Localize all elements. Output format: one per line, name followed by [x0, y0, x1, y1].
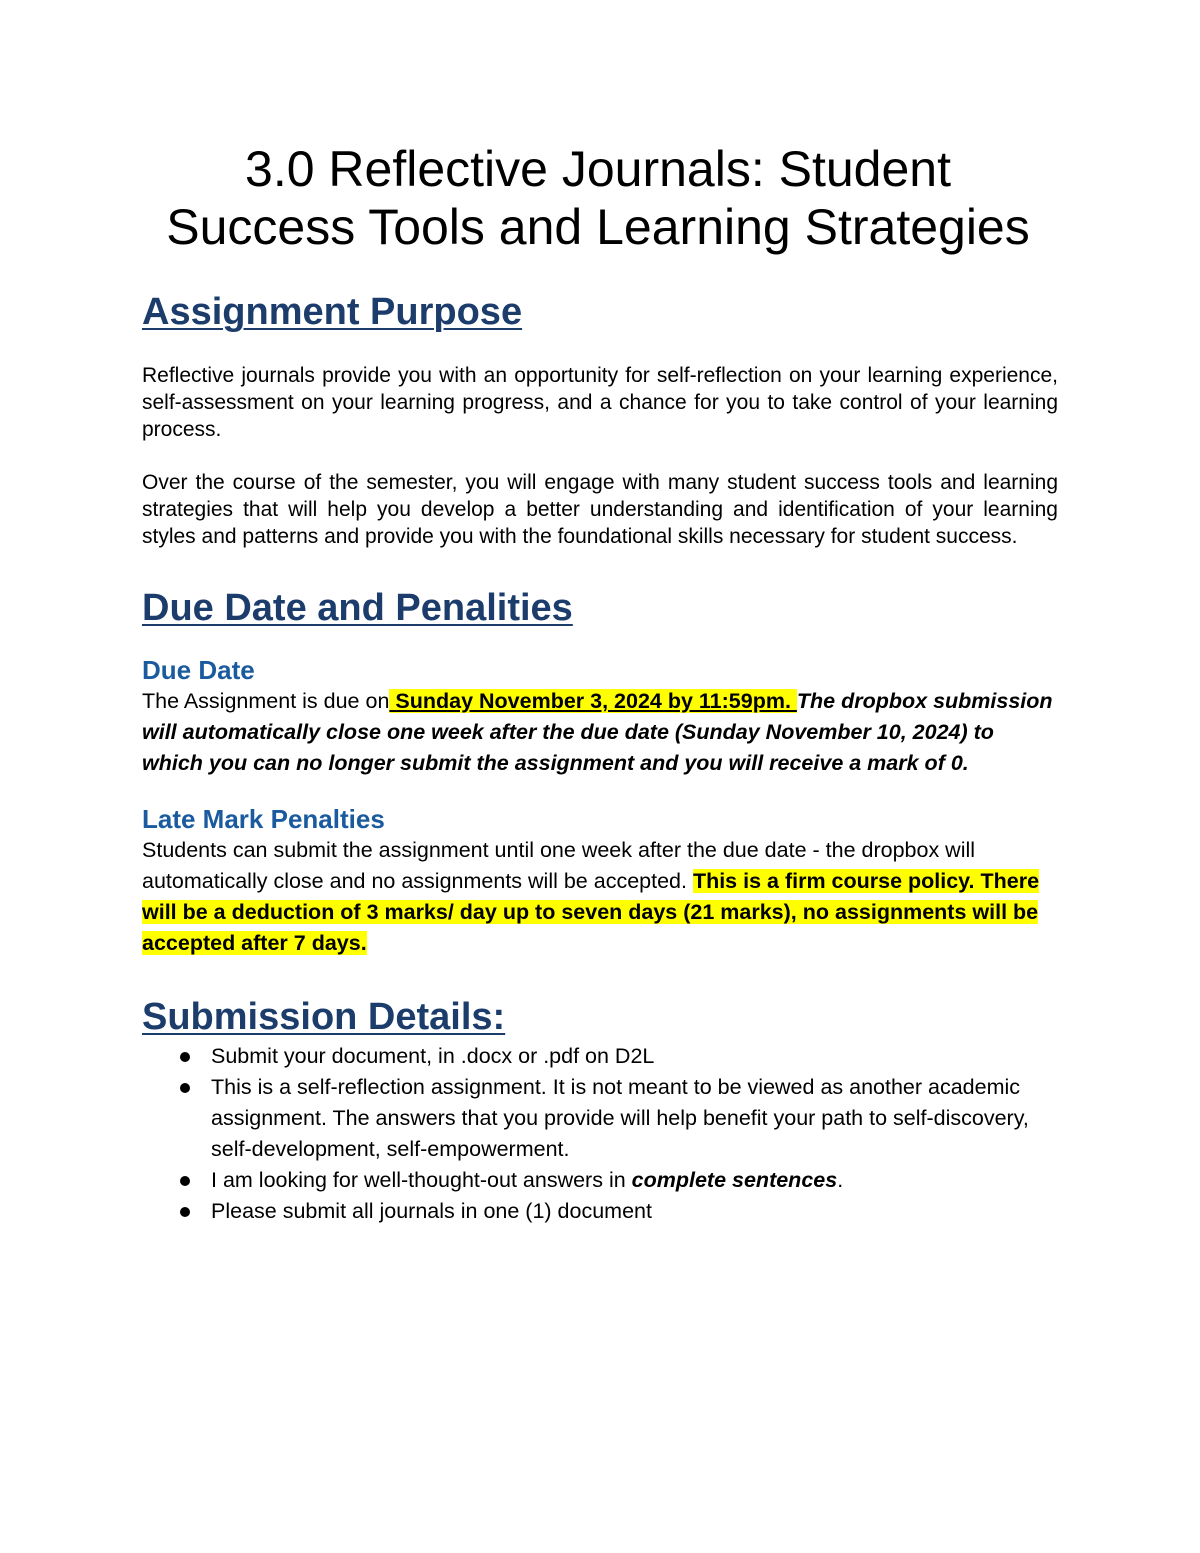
due-date-subheading: Due Date — [142, 655, 255, 685]
dropbox-closing-note: The dropbox submission will automatically close one week after the due date (Sunday November 10, 2024) to which you can no longer submit the assignment and you will receive a mark of 0. — [142, 689, 1053, 775]
list-item — [211, 1165, 1058, 1196]
bullet-icon — [180, 1083, 190, 1093]
list-item-lead: I am looking for well-thought-out answers in — [211, 1168, 632, 1192]
list-item — [211, 1196, 1058, 1227]
submission-details-list — [142, 1041, 1058, 1227]
list-item — [211, 1041, 1058, 1072]
due-date-paragraph — [142, 686, 1058, 779]
course-policy-highlight: This is a firm course policy. There will be a deduction of 3 marks/ day up to seven days (21 marks), no assignments will be accepted after 7 days. — [142, 869, 1040, 955]
list-item-tail: . — [837, 1168, 844, 1192]
due-date-lead: The Assignment is due on — [142, 689, 390, 713]
late-mark-penalties-subheading: Late Mark Penalties — [142, 804, 385, 834]
list-item-text: This is a self-reflection assignment. It is not meant to be viewed as another academic assignment. The answers that you provide will help benefit your path to self-discovery, self-development, self-empowerment. — [211, 1075, 1029, 1161]
title-line-1: 3.0 Reflective Journals: Student — [245, 141, 951, 197]
due-date-penalties-heading: Due Date and Penalities — [142, 587, 573, 629]
late-penalties-paragraph — [142, 835, 1058, 959]
document-page — [142, 140, 1058, 1227]
list-item — [211, 1072, 1058, 1165]
title-line-2: Success Tools and Learning Strategies — [166, 199, 1030, 255]
late-penalties-text: Students can submit the assignment until one week after the due date - the dropbox will automatically close and no assignments will be accepted. — [142, 838, 976, 893]
assignment-purpose-heading: Assignment Purpose — [142, 291, 523, 333]
bullet-icon — [180, 1176, 190, 1186]
list-item-text: Please submit all journals in one (1) document — [211, 1199, 652, 1223]
complete-sentences-emphasis: complete sentences — [631, 1168, 838, 1192]
submission-details-heading: Submission Details: — [142, 996, 506, 1038]
purpose-paragraph-1: Reflective journals provide you with an opportunity for self-reflection on your learning experience, self-assessment on your learning progress, and a chance for you to take control of your learning process. — [142, 364, 1058, 441]
bullet-icon — [180, 1052, 190, 1062]
due-date-highlight: Sunday November 3, 2024 by 11:59pm. — [389, 689, 797, 713]
bullet-icon — [180, 1207, 190, 1217]
list-item-text: Submit your document, in .docx or .pdf on D2L — [211, 1044, 655, 1068]
document-title — [140, 140, 1056, 256]
purpose-paragraph-2: Over the course of the semester, you will engage with many student success tools and learning strategies that will help you develop a better understanding and identification of your learning styles and patterns and provide you with the foundational skills necessary for student success. — [142, 471, 1058, 548]
